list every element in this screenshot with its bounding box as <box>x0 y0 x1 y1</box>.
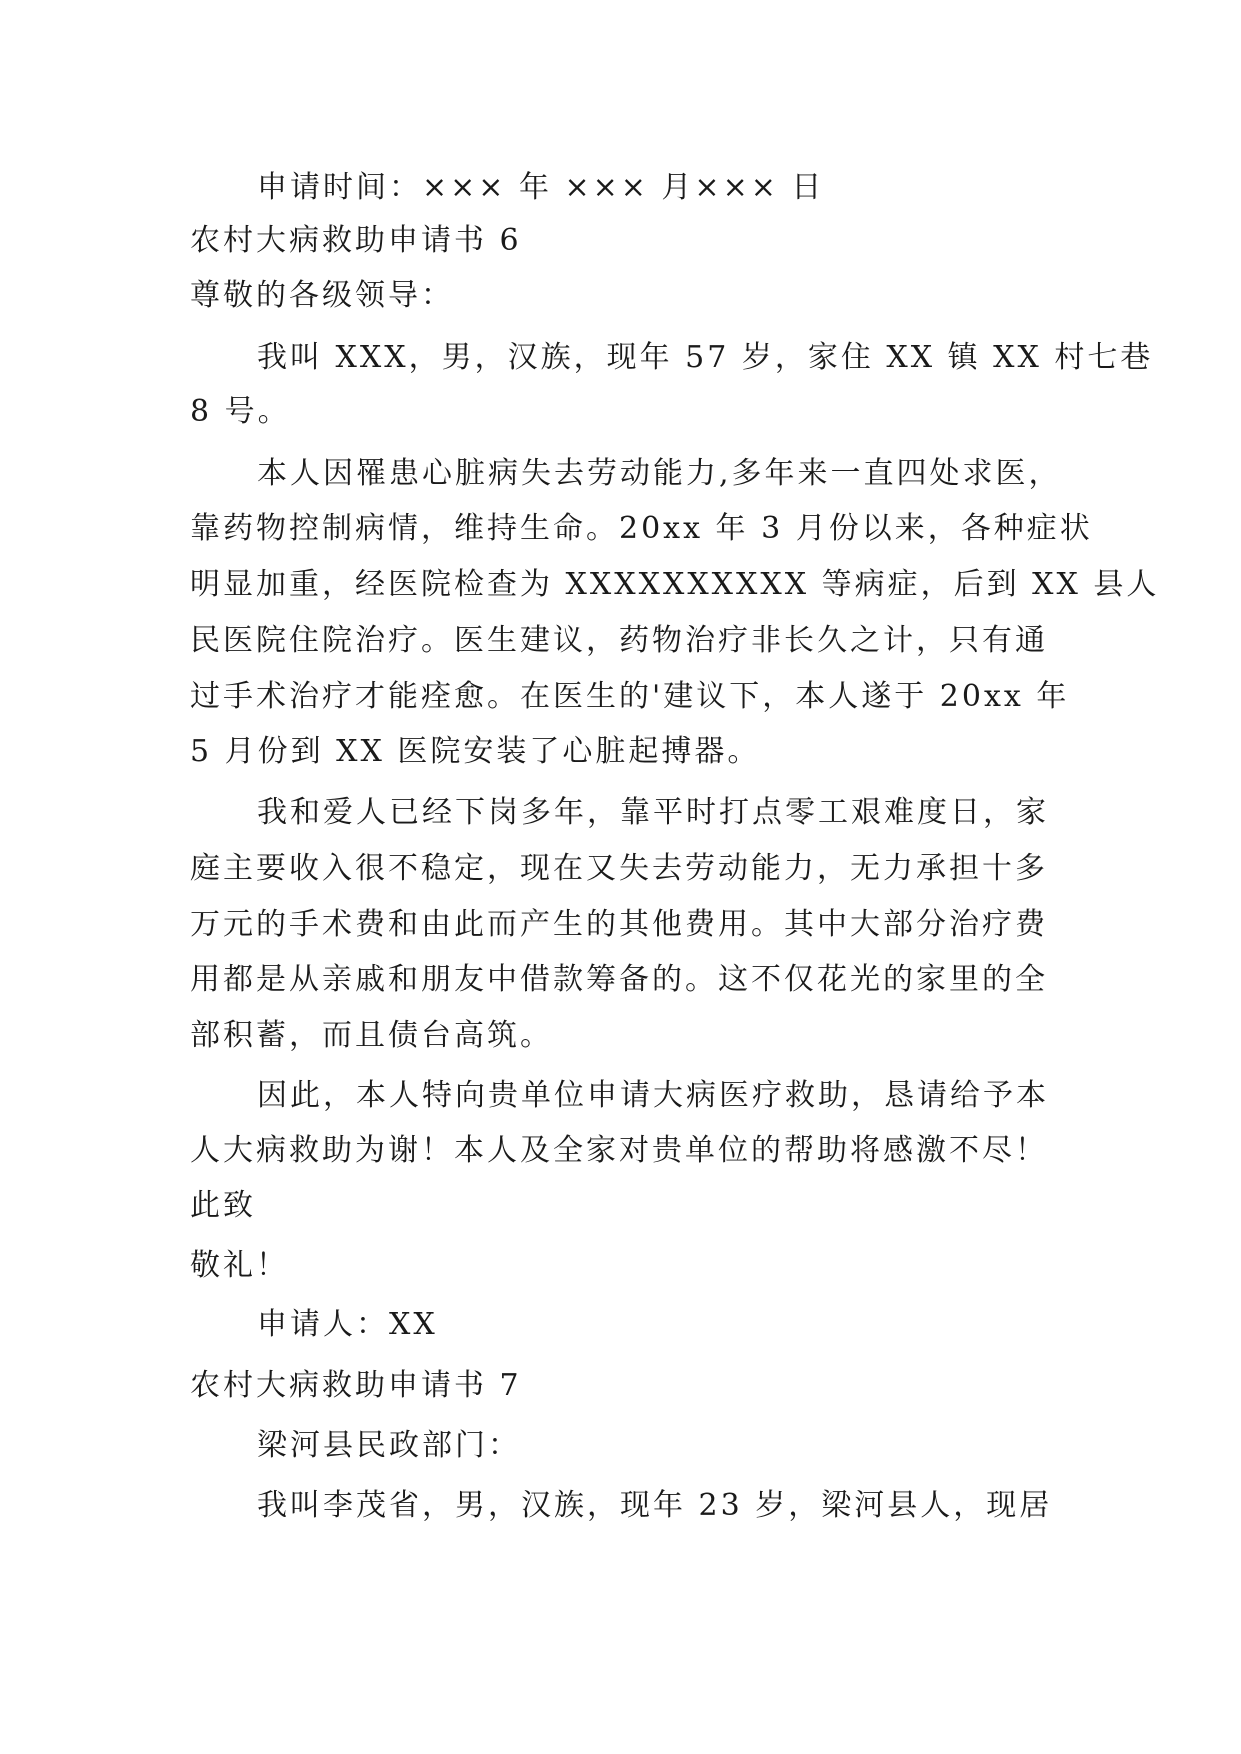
body-line: 庭主要收入很不稳定，现在又失去劳动能力，无力承担十多 <box>190 851 1048 886</box>
body-line: 部积蓄，而且债台高筑。 <box>190 1018 553 1053</box>
body-line: 过手术治疗才能痊愈。在医生的'建议下，本人遂于 20xx 年 <box>190 679 1070 714</box>
body-line: 本人因罹患心脏病失去劳动能力,多年来一直四处求医， <box>257 456 1062 491</box>
body-line: 万元的手术费和由此而产生的其他费用。其中大部分治疗费 <box>190 907 1048 942</box>
body-line: 5 月份到 XX 医院安装了心脏起搏器。 <box>190 734 761 769</box>
body-line: 8 号。 <box>190 394 291 429</box>
body-line: 我叫 XXX，男，汉族，现年 57 岁，家住 XX 镇 XX 村七巷 <box>257 340 1154 375</box>
body-line: 我和爱人已经下岗多年，靠平时打点零工艰难度日，家 <box>257 795 1049 830</box>
closing-line: 此致 <box>190 1188 256 1223</box>
closing-regards: 敬礼！ <box>190 1248 289 1283</box>
body-line: 靠药物控制病情，维持生命。20xx 年 3 月份以来，各种症状 <box>190 511 1093 546</box>
body-line: 民医院住院治疗。医生建议，药物治疗非长久之计，只有通 <box>190 623 1048 658</box>
body-line: 我叫李茂省，男，汉族，现年 23 岁，梁河县人，现居 <box>257 1488 1053 1523</box>
body-line: 明显加重，经医院检查为 XXXXXXXXXX 等病症，后到 XX 县人 <box>190 567 1160 602</box>
recipient-line: 梁河县民政部门： <box>257 1428 521 1463</box>
body-line: 用都是从亲戚和朋友中借款筹备的。这不仅花光的家里的全 <box>190 962 1048 997</box>
salutation-line: 尊敬的各级领导： <box>190 278 454 313</box>
body-line: 人大病救助为谢！本人及全家对贵单位的帮助将感激不尽！ <box>190 1133 1048 1168</box>
applicant-line: 申请人：XX <box>257 1307 438 1342</box>
section-heading-6: 农村大病救助申请书 6 <box>190 223 522 258</box>
body-line: 因此，本人特向贵单位申请大病医疗救助，恳请给予本 <box>257 1078 1049 1113</box>
application-date-line: 申请时间：××× 年 ××× 月××× 日 <box>257 170 825 205</box>
section-heading-7: 农村大病救助申请书 7 <box>190 1368 522 1403</box>
